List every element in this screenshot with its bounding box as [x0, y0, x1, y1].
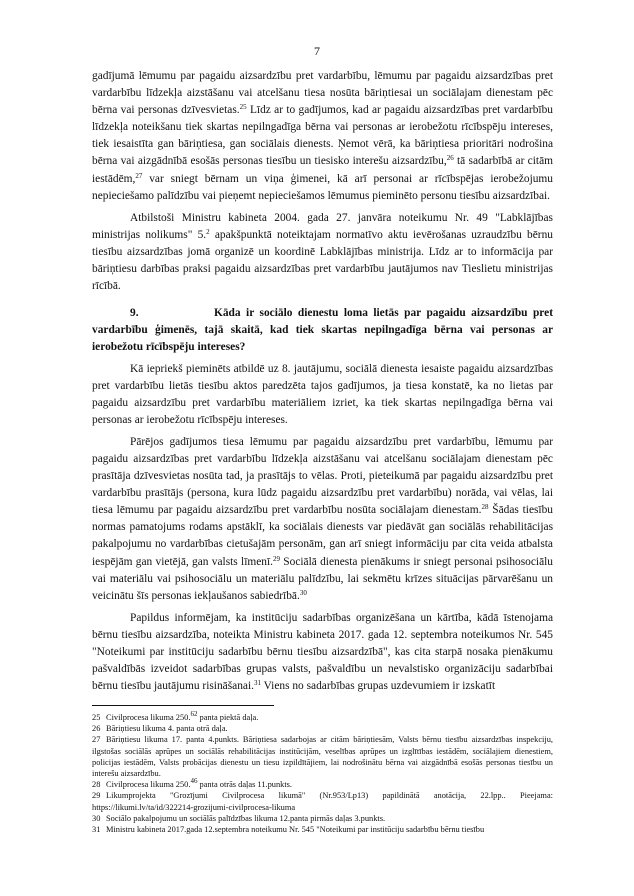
footnote-ref: 31: [92, 825, 101, 835]
text-run: panta otrās daļas 11.punkts.: [197, 780, 293, 790]
footnote: [92, 734, 553, 779]
footnote-text: [106, 777, 293, 790]
footnote: [92, 723, 553, 734]
footnote-marker: 28: [481, 503, 489, 512]
text-run: Atbilstoši Ministru kabineta 2004. gada 27. janvāra noteikumu Nr. 49 "Labklājības ministrijas nolikums" 5.: [92, 211, 553, 241]
footnote-marker: 62: [190, 710, 198, 718]
question-text: Kāda ir sociālo dienestu loma lietās par pagaidu aizsardzību pret vardarbību ģimenēs, tajā skaitā, kad tiek skartas nepilngadīga bērna vai personas ar ierobežotu rīcībspēju intereses?: [92, 307, 553, 354]
footnote-text: [92, 791, 553, 811]
footnote-ref: 26: [92, 724, 101, 734]
footnote-ref: 29: [92, 791, 101, 801]
text-run: Šādas tiesību normas pamatojums rodams apstāklī, ka sociālais dienests var piedāvāt gan sociālās rehabilitācijas pakalpojumu no vardarbības cietušajām personām, gan arī sniegt informāciju par cita veida atbalsta iespējām gan vietējā, gan valsts līmenī.: [92, 504, 553, 568]
text-run: Bāriņtiesu likuma 17. panta 4.punkts. Bāriņtiesa sadarbojas ar citām bāriņtiesām, Valsts bērnu tiesību aizsardzības inspekciju, ilgstošas sociālās aprūpes un sociālās rehabilitācijas institūcijām, veselības aprūpes un izglītības iestādēm, sociālajiem dienestiem, policijas iestādēm, Valsts probācijas dienestu un tiesu izpildītājiem, lai nodrošinātu bērna vai aizgādnībā esošās personas tiesību un interešu aizsardzību.: [92, 735, 553, 779]
footnote-marker: 2: [206, 227, 210, 236]
footnote-ref: 25: [92, 713, 101, 722]
text-run: Papildus informējam, ka institūciju sadarbības organizēšana un kārtība, kādā īstenojama bērnu tiesību aizsardzība, noteikta Ministru kabineta 2017. gada 12. septembra noteikumos Nr. 545 "Noteikumi par institūciju sadarbību bērnu tiesību aizsardzībā", kas cita starpā nosaka pienākumu pašvaldībās izveidot sadarbības grupas valsts, pašvaldību un nevalstisko organizāciju sadarbībai bērnu tiesību jautājumu risināšanai.: [92, 611, 553, 693]
body-paragraph: [92, 68, 553, 205]
text-run: Civilprocesa likuma 250.: [106, 713, 191, 722]
text-run: Viens no sadarbības grupas uzdevumiem ir izskatīt: [260, 680, 496, 693]
text-run: gadījumā lēmumu par pagaidu aizsardzību pret vardarbību, lēmumu par pagaidu aizsardzības pret vardarbību līdzekļa aizstāšanu vai atcelšanu tiesa nosūta bāriņtiesai un sociālajam dienestam pēc bērna vai personas dzīvesvietas.: [92, 70, 553, 117]
text-run: Bāriņtiesu likuma 4. panta otrā daļa.: [106, 724, 228, 734]
footnote-marker: 30: [299, 588, 307, 597]
footnote-text: [106, 814, 385, 823]
footnote-ref: 27: [92, 735, 101, 745]
footnote-ref: 28: [92, 780, 101, 790]
footnote-marker: 31: [253, 679, 261, 688]
text-run: Kā iepriekš pieminēts atbildē uz 8. jautājumu, sociālā dienesta iesaiste pagaidu aizsardzības pret vardarbību lietās tiesību aktos paredzēta tajos gadījumos, ja tiesa konstatē, ka no lietas par pagaidu aizsardzību pret vardarbību materiāliem izriet, ka tiek skartas nepilngadīga bērna vai personas ar ierobežotu rīcībspēju intereses.: [92, 362, 553, 426]
footnote-separator: [92, 705, 274, 706]
text-run: Pārējos gadījumos tiesa lēmumu par pagaidu aizsardzību pret vardarbību, lēmumu par pagaidu aizsardzības pret vardarbību līdzekļa aizstāšanu vai atcelšanu sociālajam dienestam pēc prasītāja dzīvesvietas nosūta tad, ja prasītājs to vēlas. Proti, pieteikumā par pagaidu aizsardzību pret vardarbību prasītājs (persona, kura lūdz pagaidu aizsardzību pret vardarbību) norāda, vai vēlas, lai tiesa lēmumu par pagaidu aizsardzību pret vardarbību nosūta sociālajam dienestam.: [92, 435, 553, 517]
footnote-marker: 26: [446, 154, 454, 163]
answer-paragraph: [92, 610, 553, 695]
answer-paragraph: [92, 434, 553, 605]
footnote: [92, 712, 553, 723]
footnote: [92, 813, 553, 824]
text-run: Sociālā dienesta pienākums ir sniegt personai psihosociālu vai materiālu vai psihosociālu un materiālu palīdzību, lai sekmētu krīzes situācijas pārvarēšanu un veicinātu šīs personas iekļaušanos sabiedrībā.: [92, 555, 553, 602]
footnote: [92, 824, 553, 835]
footnote-marker: 46: [190, 777, 198, 786]
intro-paragraphs: [92, 68, 553, 295]
footnote-text: [106, 724, 228, 733]
page-number: 7: [314, 44, 320, 58]
text-run: apakšpunktā noteiktajam normatīvo aktu ievērošanas uzraudzību bērnu tiesību aizsardzības jomā organizē un koordinē Labklājības ministrija. Līdz ar to informācija par bāriņtiesu darbības praksi pagaidu aizsardzības pret vardarbību jautājumos nav Tieslietu ministrijas rīcībā.: [92, 228, 553, 293]
footnote-marker: 29: [272, 554, 280, 563]
footnote: [92, 790, 553, 812]
footnote-text: [106, 825, 484, 834]
text-run: tā sadarbībā ar citām iestādēm,: [92, 155, 553, 185]
footnote-text: [106, 710, 259, 722]
footnotes: [92, 712, 553, 835]
footnote-text: [92, 735, 553, 778]
answer-paragraph: [92, 361, 553, 429]
text-run: Sociālo pakalpojumu un sociālās palīdzības likuma 12.panta pirmās daļas 3.punkts.: [106, 813, 386, 823]
footnote-marker: 27: [135, 171, 143, 180]
text-run: Līdz ar to gadījumos, kad ar pagaidu aizsardzības pret vardarbību līdzekļa noteikšanu tiek skartas nepilngadīga bērna vai personas ar ierobežotu rīcībspēju intereses, tiek iesaistīta gan bāriņtiesa, gan sociālais dienests. Ņemot vērā, ka bāriņtiesa prioritāri nodrošina bērna vai aizgādnībā esošās personas tiesību un tiesisko interešu aizsardzību,: [92, 104, 553, 168]
question-heading: [92, 305, 553, 356]
text-run: Likumprojekta "Grozījumi Civilprocesa likumā" (Nr.953/Lp13) papildinātā anotācija, 22.lpp.. Pieejama: https://likumi.lv/ta/id/322214-grozijumi-civilprocesa-likuma: [92, 791, 553, 812]
body-paragraph: [92, 210, 553, 295]
answer-paragraphs: [92, 361, 553, 696]
footnote-marker: 25: [239, 103, 247, 112]
text-run: Civilprocesa likuma 250.: [106, 780, 191, 790]
text-run: Ministru kabineta 2017.gada 12.septembra noteikumu Nr. 545 "Noteikumi par institūciju sadarbību bērnu tiesību: [106, 825, 485, 835]
main-body: [92, 68, 553, 700]
text-run: var sniegt bērnam un viņa ģimenei, kā arī personai ar rīcībspējas ierobežojumu nepieciešamo palīdzību vai pieņemt nepieciešamos lēmumus pieminēto personu tiesību aizsardzībai.: [92, 172, 553, 202]
question-number: 9.: [130, 307, 139, 320]
footnote-ref: 30: [92, 813, 101, 823]
text-run: panta piektā daļa.: [197, 713, 259, 722]
footnote: [92, 779, 553, 790]
